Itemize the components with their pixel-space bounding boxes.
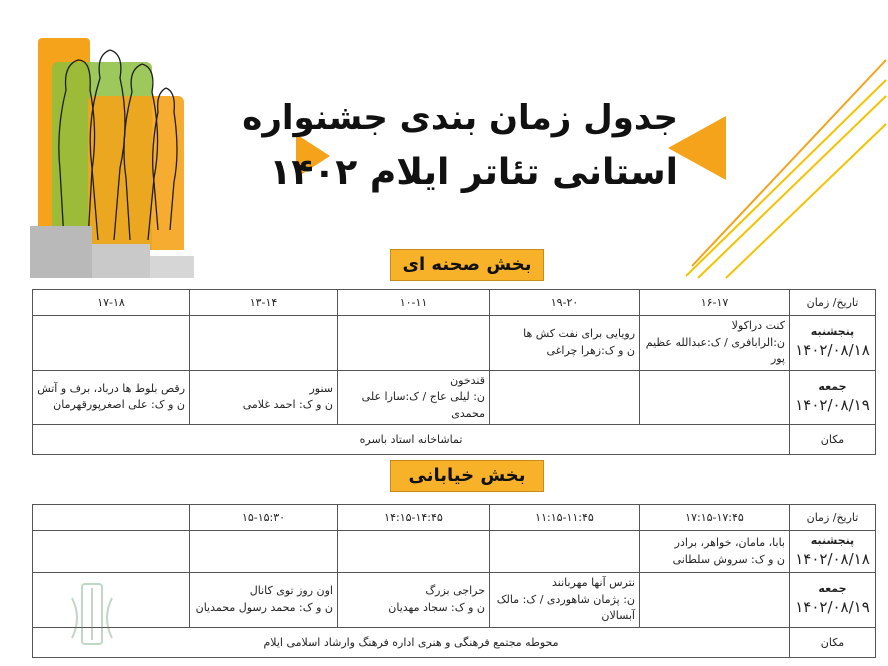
performance-cell [190, 370, 338, 425]
time-slot-header: ۱۴:۱۵-۱۴:۴۵ [338, 505, 490, 531]
stair-step [92, 244, 150, 278]
page-title-line1: جدول زمان بندی جشنواره [242, 98, 678, 138]
performance-title: کنت دراکولا [731, 319, 785, 332]
section-label-street: بخش خیابانی [390, 460, 544, 492]
performance-title: نترس آنها مهربانند [551, 576, 635, 589]
table-header-row [33, 290, 876, 316]
time-slot-header: ۱۹-۲۰ [490, 290, 640, 316]
performance-cell [33, 370, 190, 425]
table-row [33, 531, 876, 573]
performance-cell [33, 531, 190, 573]
time-slot-header: ۱۷-۱۸ [33, 290, 190, 316]
time-slot-header: ۱۵-۱۵:۳۰ [190, 505, 338, 531]
stair-step [30, 226, 92, 278]
performance-cell [490, 316, 640, 371]
theatre-figures-icon [38, 40, 188, 250]
performance-credit: ن و ک: محمد رسول محمدیان [195, 600, 333, 614]
page-title-line2: استانی تئاتر ایلام ۱۴۰۲ [269, 152, 678, 193]
performance-title: بابا، مامان، خواهر، برادر [674, 536, 785, 549]
place-label: مکان [790, 627, 876, 657]
performance-cell [33, 316, 190, 371]
time-slot-header: ۱۷:۱۵-۱۷:۴۵ [640, 505, 790, 531]
performance-credit: ن و ک: سجاد مهدیان [388, 600, 485, 614]
time-slot-header: ۱۰-۱۱ [338, 290, 490, 316]
performance-credit: ن و ک: احمد غلامی [242, 398, 333, 412]
table-row [33, 316, 876, 371]
performance-title: رقص بلوط ها درباد، برف و آتش [37, 381, 185, 395]
day-cell [790, 573, 876, 628]
day-name: پنجشنبه [810, 533, 855, 547]
day-date: ۱۴۰۲/۰۸/۱۹ [795, 598, 870, 617]
watermark-logo-icon [60, 578, 124, 654]
day-cell [790, 531, 876, 573]
place-value: تماشاخانه استاد باسره [33, 425, 790, 455]
day-date: ۱۴۰۲/۰۸/۱۹ [795, 395, 870, 414]
day-cell [790, 316, 876, 371]
performance-cell [338, 573, 490, 628]
time-slot-header: ۱۶-۱۷ [640, 290, 790, 316]
day-name: پنجشنبه [810, 325, 855, 339]
place-label: مکان [790, 425, 876, 455]
performance-title: اون روز توی کانال [249, 584, 333, 598]
table-header-row [33, 505, 876, 531]
performance-credit: ن و ک:زهرا چراغی [546, 343, 635, 357]
stair-step [150, 256, 194, 278]
performance-credit: ن: لیلی عاج / ک:سارا علی محمدی [361, 390, 485, 420]
place-row [33, 627, 876, 657]
performance-credit: ن و ک: علی اصغرپورقهرمان [53, 398, 185, 412]
performance-cell [640, 531, 790, 573]
performance-cell [490, 370, 640, 425]
performance-cell [338, 316, 490, 371]
performance-title: حراجی بزرگ [425, 584, 485, 598]
performance-credit: ن و ک: سروش سلطانی [672, 552, 785, 566]
performance-cell [338, 370, 490, 425]
street-schedule-table [32, 504, 876, 658]
time-slot-header: ۱۳-۱۴ [190, 290, 338, 316]
performance-title: سنور [309, 381, 333, 395]
date-time-header: تاریخ/ زمان [790, 290, 876, 316]
time-slot-header: ۱۱:۱۵-۱۱:۴۵ [490, 505, 640, 531]
day-date: ۱۴۰۲/۰۸/۱۸ [795, 341, 870, 360]
day-name: جمعه [818, 379, 847, 393]
performance-cell [190, 316, 338, 371]
day-name: جمعه [818, 582, 847, 596]
performance-title: قندخون [450, 373, 485, 387]
table-row [33, 573, 876, 628]
performance-cell [490, 573, 640, 628]
performance-cell [190, 531, 338, 573]
performance-cell [640, 316, 790, 371]
section-label-stage: بخش صحنه ای [390, 249, 544, 281]
performance-credit: ن:الرابافری / ک:عبدالله عظیم پور [645, 335, 785, 365]
performance-cell [640, 573, 790, 628]
performance-title: رویایی برای نفت کش ها [523, 327, 635, 341]
day-date: ۱۴۰۲/۰۸/۱۸ [795, 549, 870, 568]
performance-cell [490, 531, 640, 573]
time-slot-header [33, 505, 190, 531]
place-value: محوطه مجتمع فرهنگی و هنری اداره فرهنگ وارشاد اسلامی ایلام [33, 627, 790, 657]
stage-schedule-table [32, 289, 876, 455]
diagonal-stripes-decoration [686, 40, 888, 280]
performance-credit: ن: پژمان شاهوردی / ک: مالک آبسالان [496, 592, 635, 622]
place-row [33, 425, 876, 455]
date-time-header: تاریخ/ زمان [790, 505, 876, 531]
day-cell [790, 370, 876, 425]
performance-cell [190, 573, 338, 628]
performance-cell [640, 370, 790, 425]
table-row [33, 370, 876, 425]
performance-cell [338, 531, 490, 573]
